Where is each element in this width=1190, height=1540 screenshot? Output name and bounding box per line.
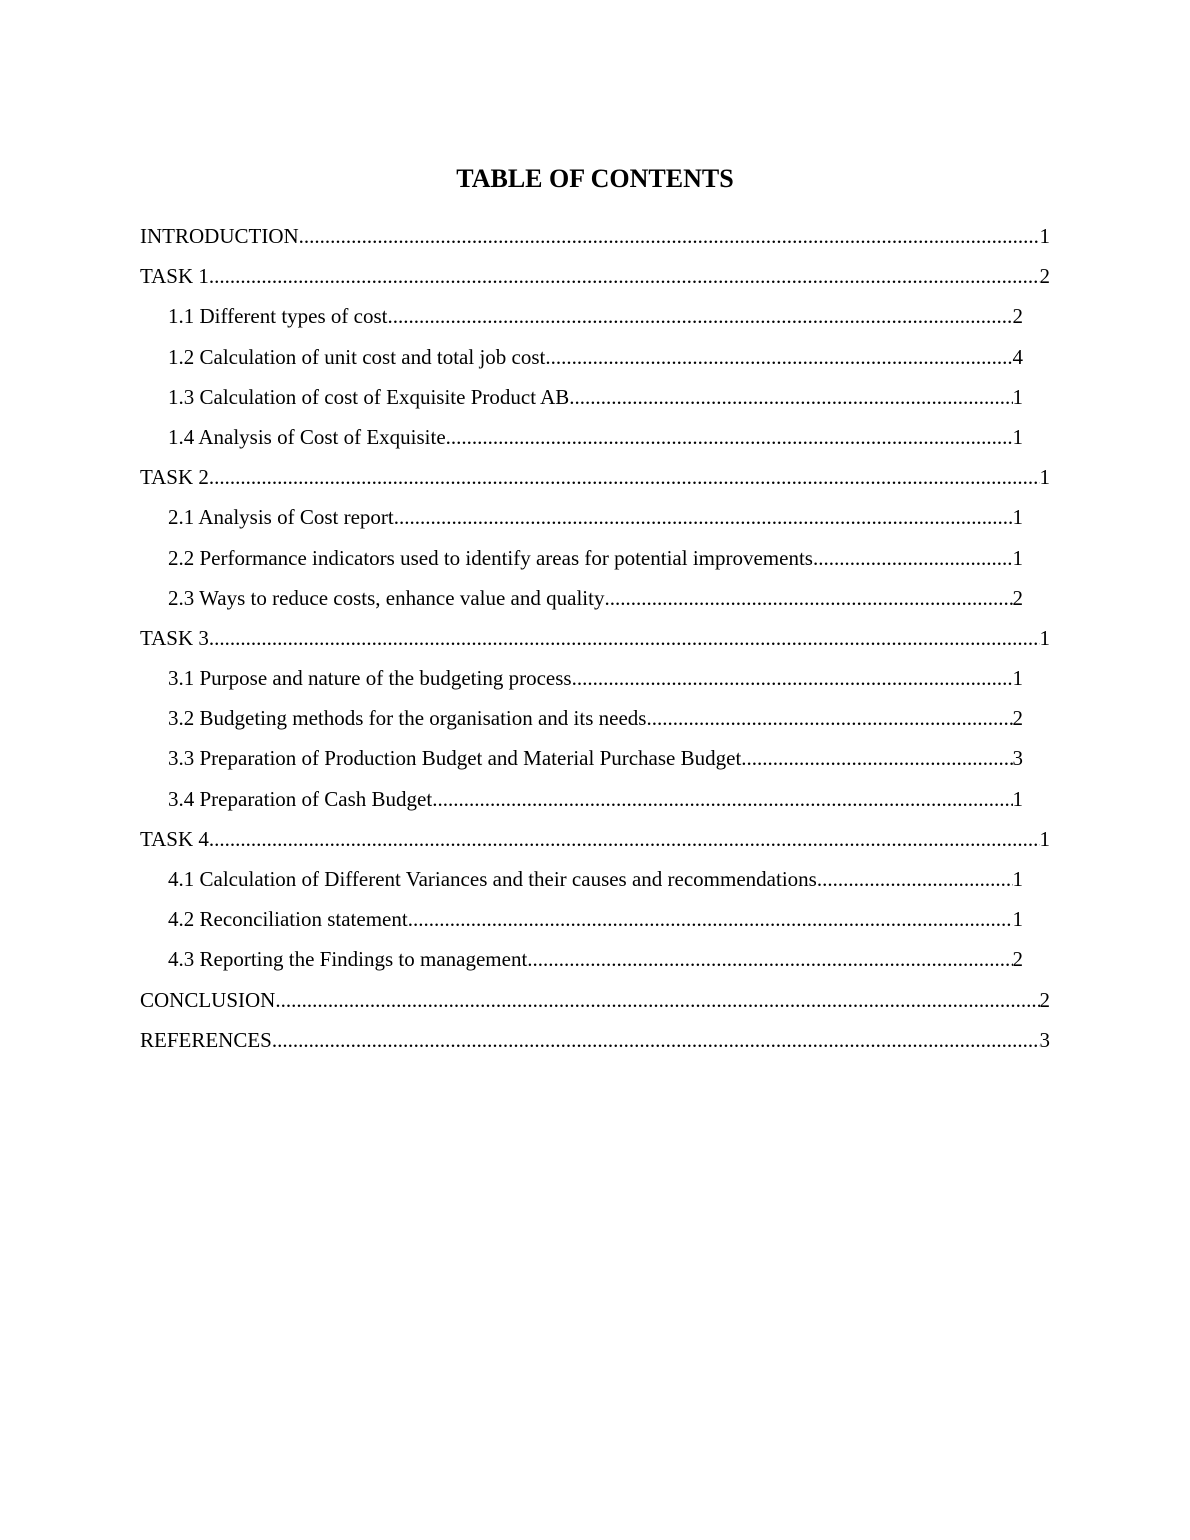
dot-leader [408,899,1013,939]
toc-page-number: 2 [1039,987,1050,1012]
dot-leader [527,939,1012,979]
dot-leader [572,658,1013,698]
dot-leader [569,377,1012,417]
toc-entry[interactable] [140,216,1050,256]
toc-entry[interactable] [168,939,1023,979]
toc-page-number: 1 [1012,384,1023,409]
toc-entry-label: INTRODUCTION [140,224,299,248]
toc-entry-label: 3.1 Purpose and nature of the budgeting process [168,666,572,691]
toc-entry-label: TASK 1 [140,264,209,289]
toc-entry-label: 1.1 Different types of cost [168,304,388,329]
toc-page-number: 2 [1039,264,1050,289]
dot-leader [604,578,1012,618]
dot-leader [446,417,1013,457]
toc-entry[interactable] [140,819,1050,859]
toc-page-number: 1 [1012,505,1023,530]
toc-entry-label: 3.3 Preparation of Production Budget and Material Purchase Budget [168,746,742,771]
toc-entry[interactable] [168,779,1023,819]
dot-leader [209,256,1040,296]
toc-entry-label: 1.3 Calculation of cost of Exquisite Product AB [168,384,570,409]
toc-title: TABLE OF CONTENTS [456,164,734,193]
toc-entry-label: TASK 4 [140,826,209,851]
toc-entry-label: 4.3 Reporting the Findings to management [168,947,528,972]
toc-entry[interactable] [140,980,1050,1020]
toc-page-number: 1 [1012,545,1023,570]
toc-entry-label: 3.4 Preparation of Cash Budget [168,786,433,811]
toc-entry[interactable] [140,618,1050,658]
toc-entry[interactable] [140,256,1050,296]
dot-leader [275,980,1039,1020]
dot-leader [272,1020,1040,1060]
toc-page-number: 1 [1012,867,1023,891]
toc-entry[interactable] [168,337,1023,377]
toc-entry-label: TASK 2 [140,465,209,490]
toc-page-number: 1 [1039,826,1050,851]
toc-entry[interactable] [168,859,1023,899]
toc-page-number: 1 [1012,907,1023,932]
toc-entry[interactable] [168,377,1023,417]
toc-page-number: 2 [1012,947,1023,972]
toc-page-number: 1 [1012,786,1023,811]
toc-page-number: 2 [1012,706,1023,731]
toc-page-number: 3 [1039,1027,1050,1052]
toc-entry-label: 4.2 Reconciliation statement [168,907,408,932]
toc-entry-label: 4.1 Calculation of Different Variances and their causes and recommendations [168,867,817,891]
toc-entry[interactable] [168,578,1023,618]
toc-entry-label: 1.4 Analysis of Cost of Exquisite [168,424,446,449]
toc-page-number: 4 [1012,344,1023,369]
toc-page-number: 2 [1012,585,1023,610]
toc-page-number: 1 [1039,465,1050,490]
toc-page-number: 2 [1012,304,1023,329]
dot-leader [209,618,1040,658]
toc-entry-label: 2.1 Analysis of Cost report [168,505,394,530]
toc-entry-label: REFERENCES [140,1027,272,1052]
toc-entry[interactable] [140,457,1050,497]
dot-leader [394,497,1013,537]
dot-leader [741,738,1012,778]
dot-leader [813,538,1013,578]
toc-page-number: 1 [1012,666,1023,691]
toc-entry[interactable] [168,296,1023,336]
toc-page-number: 3 [1012,746,1023,771]
toc-entry[interactable] [140,1020,1050,1060]
dot-leader [646,698,1012,738]
dot-leader [209,457,1040,497]
toc-entry-label: 1.2 Calculation of unit cost and total job cost [168,344,546,369]
toc-list [140,216,1050,1060]
toc-page-number: 1 [1039,224,1050,248]
toc-entry-label: 2.3 Ways to reduce costs, enhance value and quality [168,585,605,610]
toc-entry[interactable] [168,497,1023,537]
dot-leader [209,819,1040,859]
toc-page-number: 1 [1012,424,1023,449]
dot-leader [432,779,1012,819]
toc-entry-label: TASK 3 [140,625,209,650]
toc-entry-label: CONCLUSION [140,987,276,1012]
dot-leader [387,296,1012,336]
toc-page-number: 1 [1039,625,1050,650]
toc-entry[interactable] [168,538,1023,578]
toc-entry[interactable] [168,658,1023,698]
toc-entry-label: 2.2 Performance indicators used to identify areas for potential improvements [168,545,813,570]
dot-leader [817,859,1013,899]
dot-leader [545,337,1012,377]
dot-leader [299,216,1040,256]
toc-entry[interactable] [168,899,1023,939]
toc-entry[interactable] [168,698,1023,738]
toc-entry-label: 3.2 Budgeting methods for the organisation and its needs [168,706,647,731]
toc-entry[interactable] [168,417,1023,457]
toc-entry[interactable] [168,738,1023,778]
